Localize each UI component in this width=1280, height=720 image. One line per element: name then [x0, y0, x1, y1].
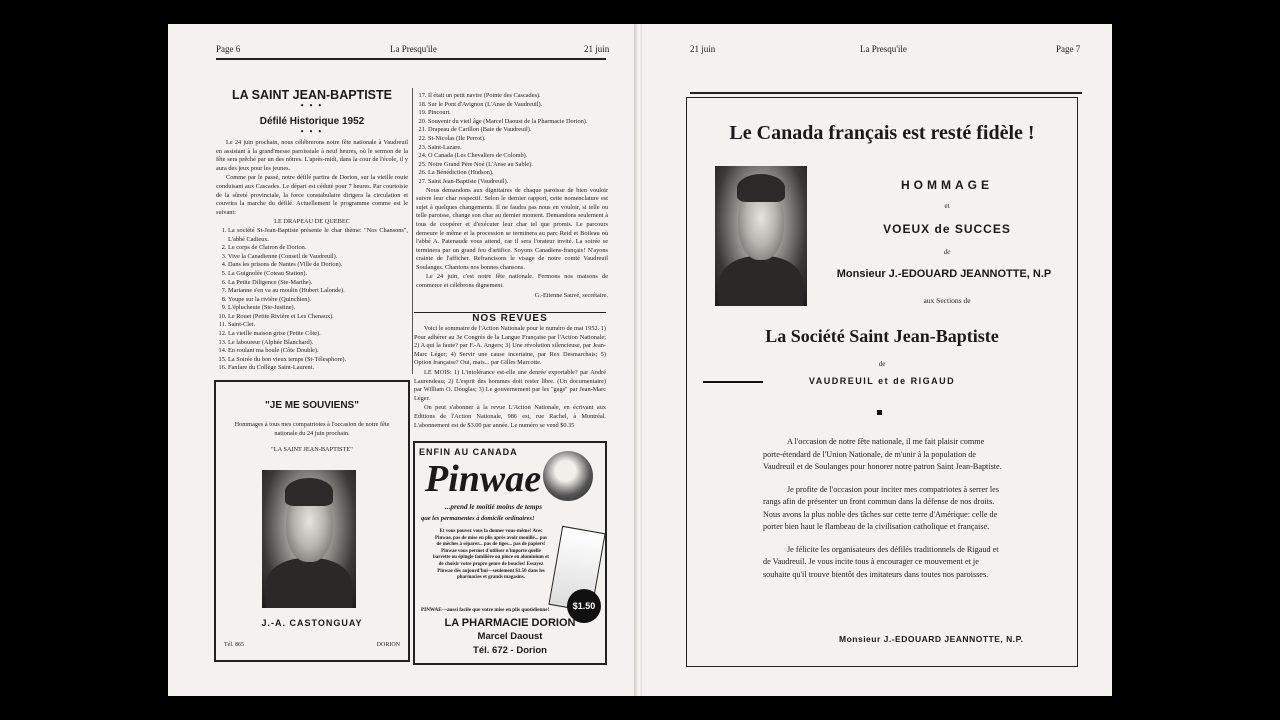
de2-label: de — [878, 360, 886, 368]
article-signature: G.-Etienne Sauvé, secrétaire. — [534, 291, 608, 299]
parade-list-item: 7. Marianne s'en va au moulin (Hubert Lalonde). — [228, 287, 408, 296]
de-label: de — [943, 248, 951, 256]
article-paragraph: Le 24 juin, c'est notre fête nationale. Fermons nos maisons de commerce et célébrons dignement. — [416, 273, 608, 290]
parade-list-item: 12. La vieille maison grise (Petite Côte). — [228, 330, 408, 339]
parade-list-item: 26. La Bénédiction (Hudson). — [428, 169, 608, 178]
ad-body: Et vous pouvez vous la donner vous-même! Avec Pinwae, pas de mise en plis après avoir mouillé... pas de mèches à séparer... pas de tiges... pas de papiers! Pinwae vous permet d'utiliser n'importe quelle barrette ou épingle familière ou pince en aluminium et de choisir votre propre genre de boucles! Essayez Pinwae dès aujourd'hui—seulement $1.50 dans les pharmacies et grands magasins. — [433, 529, 549, 581]
ad-tagline: ...prend le moitié moins de temps — [445, 503, 543, 511]
ad-owner: Marcel Daoust — [477, 631, 543, 642]
revues-paragraph: LE MOIS: 1) L'intolérance est-elle une denrée exportable? par André Laurendeau; 2) L'esprit des hommes doit rester libre. (Un documentaire) par William O. Douglas; 3) Le gouvernement par les "gags" par Jean-Marc Léger. — [414, 368, 606, 402]
decorative-square — [877, 410, 882, 415]
ad-name: J.-A. CASTONGUAY — [261, 618, 363, 628]
revues-paragraph: Voici le sommaire de l'Action Nationale pour le numéro de mai 1952. 1) Pour adhérer au 3e Congrès de la Langue Française par l'Action Nationale; 2) A qui la faute? par F.-A. Angers; 3) Une révolution silencieuse, par Jean-Marc Léger; 4) Servir une cause incertaine, par Rex Desmarchais; 5) Option française? Oui, mais... par Gilles Marcotte. — [414, 325, 606, 367]
column-divider — [412, 88, 413, 374]
article-continuation — [416, 92, 608, 312]
woman-illustration — [543, 451, 593, 501]
article-paragraph: Nous demandons aux dignitaires de chaque paroisse de bien vouloir suivre leur char respectif. Selon le dernier rapport, cette nomenclature est sujet à quelques changements. Il ne faudra pas nous en vouloir, si telle ou telle paroisse, change son char au dernier moment. Demandons seulement à tous de coopérer et d'exécuter leur char tel que promis. Le parcours demeure le même et la procession se terminera au parc Reid et Boileau où l'abbé A. Patenaude vous attend, car il sera l'orateur invité. La soirée se terminera par un grand feu d'artifice. Soyons Canadiens-français! N'ayons crainte de l'afficher. Refrancisons le visage de notre comté Vaudreuil Soulanges. Chantons nos bonnes chansons. — [416, 186, 608, 271]
parade-list-item: 24. O Canada (Les Chevaliers de Colomb). — [428, 152, 608, 161]
title-ornament: • • • — [300, 101, 324, 110]
nos-revues-title: NOS REVUES — [472, 313, 548, 324]
societe-label: La Société Saint Jean-Baptiste — [765, 326, 999, 346]
subtitle-ornament: • • • — [300, 127, 324, 136]
ad-paragraph: Je profite de l'occasion pour inciter mes compatriotes à serrer les rangs afin de présenter un front commun dans la défense de nos droits. Nous avons la plus noble des tâches sur cette terre d'Amérique: celle de porter bien haut le flambeau de la civilisation catholique et française. — [763, 484, 999, 531]
parade-list-item: 5. La Guignolée (Coteau Station). — [228, 270, 408, 279]
jeannotte-ad — [686, 97, 1078, 667]
ad-headline: Le Canada français est resté fidèle ! — [729, 122, 1035, 144]
monsieur-label: Monsieur J.-EDOUARD JEANNOTTE, N.P — [836, 268, 1052, 280]
castonguay-ad — [214, 380, 410, 662]
ad-store: LA PHARMACIE DORION — [444, 617, 576, 629]
date-right: 21 juin — [690, 44, 716, 54]
voeux-label: VOEUX de SUCCES — [883, 222, 1011, 236]
article-paragraph: Le 24 juin prochain, nous célébrerons notre fête nationale à Vaudreuil en assistant à la grand'messe paroissiale à neuf heures, où le sermon de la fête sera prêché par un des nôtres. L'après-midi, dans la cour de l'école, il y aura des jeux pour les jeunes. — [216, 139, 408, 172]
paper-name-left: La Presqu'ile — [390, 44, 437, 54]
revues-paragraph: On peut s'abonner à la revue L'Action Nationale, en écrivant aux Editions de l'Action Nationale, 986 est, rue Rachel, à Montréal. L'abonnement est de $3.00 par année. Le numéro se vend $0.35 — [414, 404, 606, 429]
aux-label: aux Sections de — [923, 296, 971, 305]
date-left: 21 juin — [584, 44, 610, 54]
ad-phone: Tél. 672 - Dorion — [473, 645, 547, 656]
parade-list-item: 18. Sur le Pont d'Avignon (L'Anse de Vaudreuil). — [428, 101, 608, 110]
parade-list-2 — [416, 92, 608, 187]
parade-list-item: 20. Souvenir du vieil âge (Marcel Daoust de la Pharmacie Dorion). — [428, 118, 608, 127]
parade-list-item: 22. St-Nicolas (Ile Perrot). — [428, 135, 608, 144]
ad-note: PINWAE—aussi facile que votre mise en plis quotidienne! — [421, 607, 550, 613]
ad-title: "JE ME SOUVIENS" — [265, 400, 359, 411]
parade-list-item: 16. Fanfare du Collège Saint-Laurent. — [228, 364, 408, 373]
article-subtitle: Défilé Historique 1952 — [259, 116, 365, 127]
region-label: VAUDREUIL et de RIGAUD — [808, 376, 956, 386]
parade-list-item: 3. Vive la Canadienne (Conseil de Vaudreuil). — [228, 253, 408, 262]
parade-list-1 — [216, 227, 408, 373]
et-label: et — [944, 202, 950, 210]
article-saint-jean-baptiste — [216, 62, 408, 378]
parade-list-item: 14. En roulant ma boule (Côte Double). — [228, 347, 408, 356]
hommage-label: HOMMAGE — [901, 178, 993, 192]
parade-list-item: 10. Le Rouet (Petite Rivière et Les Chenaux). — [228, 313, 408, 322]
parade-list-item: 11. Saint-Clet. — [228, 321, 408, 330]
ad-paragraph: A l'occasion de notre fête nationale, il me fait plaisir comme porte-étendard de l'Union Nationale, de m'unir à la population de Vaudreuil et de Soulanges pour honorer notre patron Saint Jean-Baptiste. — [763, 437, 1002, 471]
ad-text: Hommages à tous mes compatriotes à l'occasion de notre fête nationale du 24 juin prochain. — [234, 421, 390, 437]
parade-list-item: 27. Saint Jean-Baptiste (Vaudreuil). — [428, 178, 608, 187]
ad-paragraph: Je félicite les organisateurs des défilés traditionnels de Rigaud et de Vaudreuil. Je vous incite tous à encourager ce mouvement et je souhaite qu'il trouve bientôt des imitateurs dans toutes nos paroisses. — [763, 544, 999, 579]
ad-tel: Tél. 865 — [224, 642, 244, 648]
ad-body-text — [763, 436, 1003, 581]
parade-list-item: 4. Dans les prisons de Nantes (Ville de Dorion). — [228, 261, 408, 270]
ad-town: DORION — [376, 642, 400, 648]
parade-list-item: 25. Notre Grand Père Noé (L'Anse au Sable). — [428, 161, 608, 170]
ad-brand: Pinwae — [425, 458, 542, 500]
parade-list-item: 8. Youpe sur la rivière (Quinchien). — [228, 296, 408, 305]
parade-list-item: 9. L'éplucheute (Ste-Justine). — [228, 304, 408, 313]
parade-list-item: 15. La Soirée du bon vieux temps (St-Télesphore). — [228, 356, 408, 365]
header-rule-right — [690, 92, 1082, 94]
ad-banner: ENFIN AU CANADA — [419, 447, 518, 457]
parade-list-item: 6. La Petite Diligence (Ste-Marthe). — [228, 279, 408, 288]
parade-list-item: 13. Le laboureur (Alphée Blanchard). — [228, 339, 408, 348]
ad-price: $1.50 — [567, 589, 601, 623]
parade-list-item: 23. Saint-Lazare. — [428, 144, 608, 153]
list-heading: LE DRAPEAU DE QUEBEC — [274, 218, 350, 226]
ad-tagline2: que les permanentes à domicile ordinaires! — [421, 515, 535, 522]
castonguay-portrait — [262, 470, 356, 608]
page-number-right: Page 7 — [1056, 44, 1081, 54]
article-title: LA SAINT JEAN-BAPTISTE — [232, 88, 392, 102]
parade-list-item: 19. Pincourt. — [428, 109, 608, 118]
nos-revues-section — [414, 313, 606, 439]
pinwae-ad — [413, 441, 607, 665]
page-number-left: Page 6 — [216, 44, 241, 54]
paper-name-right: La Presqu'ile — [860, 44, 907, 54]
parade-list-item: 2. Le corps de Clairon de Dorion. — [228, 244, 408, 253]
parade-list-item: 1. La société St-Jean-Baptiste présente le char thème: "Nos Chansons", L'abbé Cadieux. — [228, 227, 408, 244]
jeannotte-portrait — [715, 166, 807, 306]
article-paragraph: Comme par le passé, notre défilé partira de Dorion, sur la vieille route conduisant aux Cascades. Le départ est céduté pour 7 heures. Par courtoisie de la sûreté provinciale, la force constabulaire dirigera la circulation et couvrira la marche du défilé. Actuellement le programme comme est le suivant: — [216, 174, 408, 216]
parade-list-item: 17. Il était un petit navire (Pointe des Cascades). — [428, 92, 608, 101]
ad-signature: Monsieur J.-EDOUARD JEANNOTTE, N.P. — [839, 634, 1024, 644]
header-rule-left — [216, 58, 606, 60]
parade-list-item: 21. Drapeau de Carillon (Baie de Vaudreuil). — [428, 126, 608, 135]
ad-subtitle: "LA SAINT JEAN-BAPTISTE" — [271, 446, 353, 453]
